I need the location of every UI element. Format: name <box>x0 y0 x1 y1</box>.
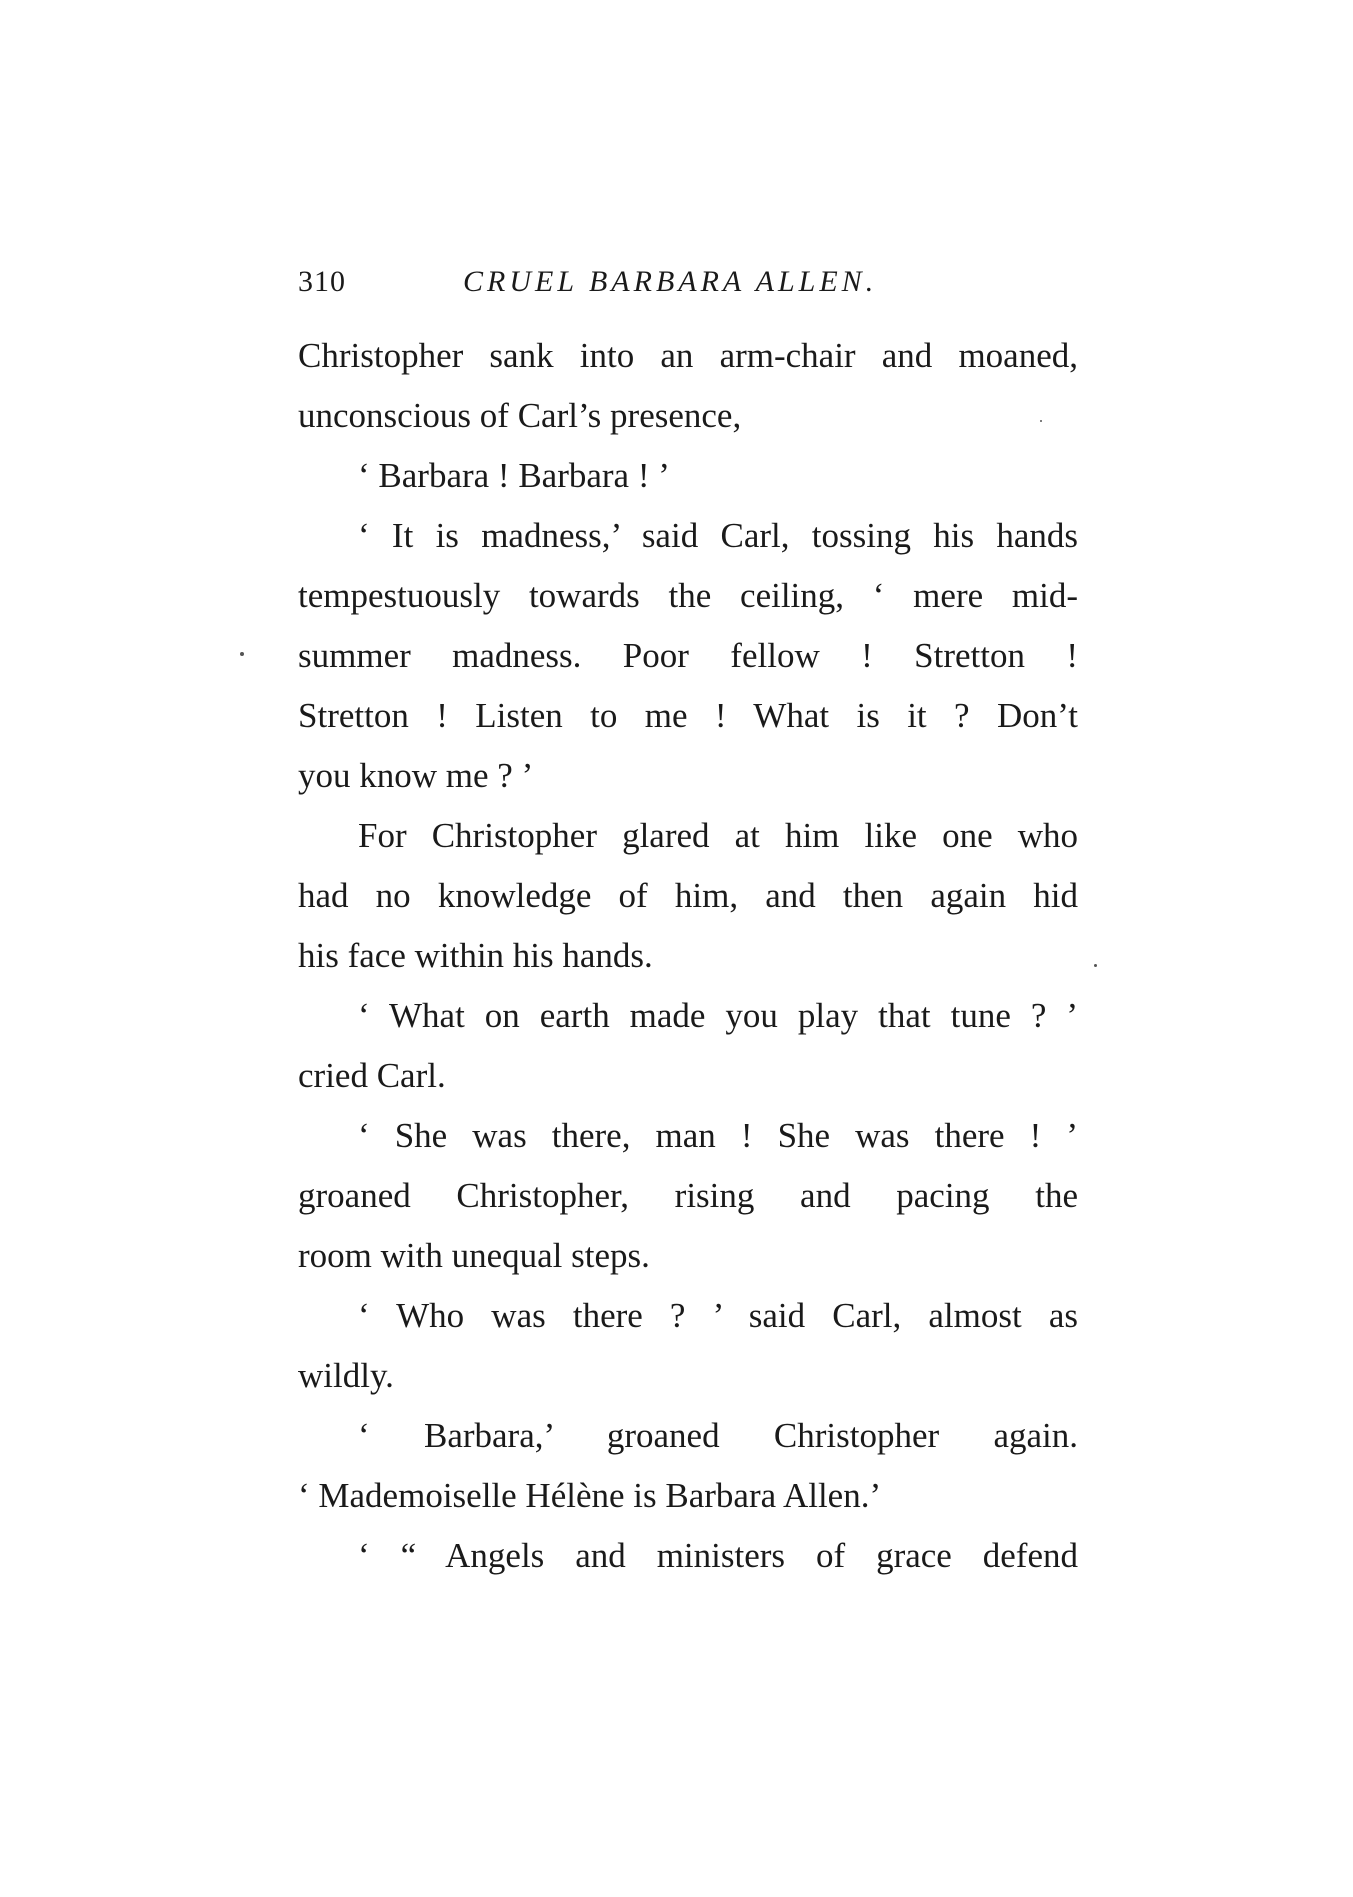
text-line: tempestuously towards the ceiling, ‘ mere mid- <box>298 576 1078 615</box>
text-line: Stretton ! Listen to me ! What is it ? Don’t <box>298 696 1078 735</box>
text-line: ‘ What on earth made you play that tune ? ’ <box>358 996 1078 1035</box>
text-line: room with unequal steps. <box>298 1236 650 1275</box>
body-text <box>298 326 1078 1586</box>
scan-speck <box>240 652 244 656</box>
text-line: groaned Christopher, rising and pacing the <box>298 1176 1078 1215</box>
text-line: ‘ Who was there ? ’ said Carl, almost as <box>358 1296 1078 1335</box>
running-title: CRUEL BARBARA ALLEN. <box>463 265 878 298</box>
text-line: ‘ Mademoiselle Hélène is Barbara Allen.’ <box>298 1476 882 1515</box>
text-line: For Christopher glared at him like one who <box>358 816 1078 855</box>
text-line: had no knowledge of him, and then again hid <box>298 876 1078 915</box>
text-line: ‘ Barbara ! Barbara ! ’ <box>358 456 670 495</box>
text-line: ‘ Barbara,’ groaned Christopher again. <box>358 1416 1078 1455</box>
text-line: ‘ It is madness,’ said Carl, tossing his hands <box>358 516 1078 555</box>
page-header <box>298 265 1078 305</box>
scan-speck <box>1094 964 1097 967</box>
page-number: 310 <box>298 265 346 298</box>
text-line: ‘ She was there, man ! She was there ! ’ <box>358 1116 1078 1155</box>
text-line: ‘ “ Angels and ministers of grace defend <box>358 1536 1078 1575</box>
text-line: unconscious of Carl’s presence, <box>298 396 742 435</box>
scan-speck <box>1040 420 1042 422</box>
text-line: summer madness. Poor fellow ! Stretton ! <box>298 636 1078 675</box>
text-line: Christopher sank into an arm-chair and moaned, <box>298 336 1078 375</box>
text-line: wildly. <box>298 1356 394 1395</box>
text-line: his face within his hands. <box>298 936 653 975</box>
text-line: you know me ? ’ <box>298 756 534 795</box>
text-line: cried Carl. <box>298 1056 446 1095</box>
